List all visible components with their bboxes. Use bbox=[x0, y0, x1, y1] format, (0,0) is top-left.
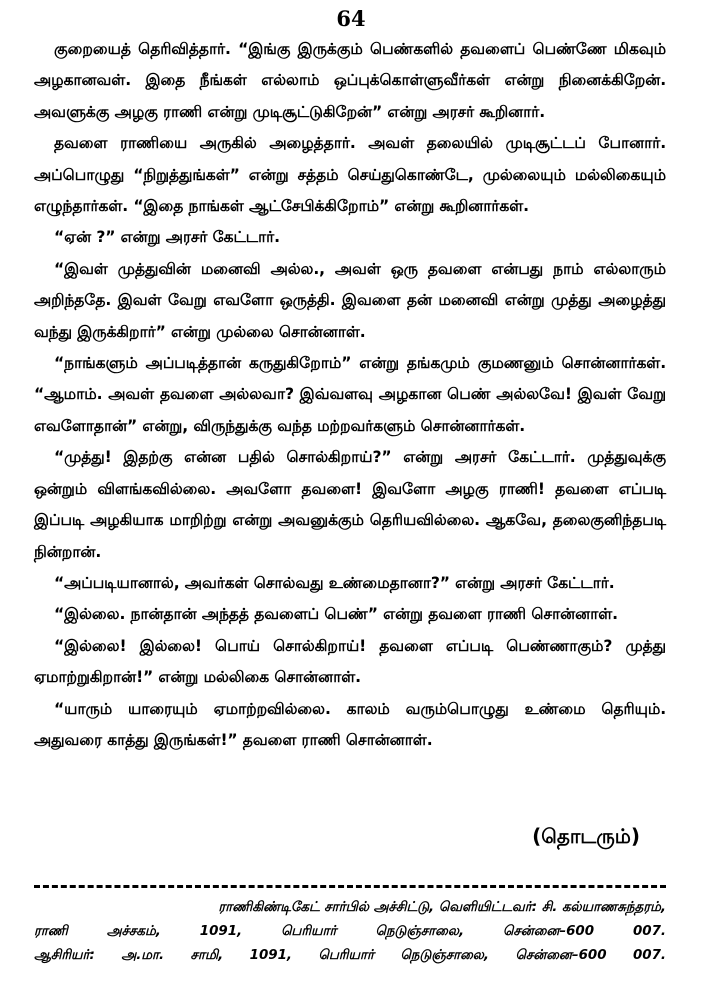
imprint-line: ராணி அச்சகம், 1091, பெரியார் நெடுஞ்சாலை, சென்னை–600 007. bbox=[34, 924, 666, 939]
imprint-line: ஆசிரியர்: அ.மா. சாமி, 1091, பெரியார் நெடுஞ்சாலை, சென்னை–600 007. bbox=[34, 948, 666, 963]
paragraph: “இவள் முத்துவின் மனைவி அல்ல., அவள் ஒரு தவளை என்பது நாம் எல்லாரும் அறிந்ததே. இவள் வேறு எவளோ ஒருத்தி. இவளை தன் மனைவி என்று முத்து அழைத்து வந்து இருக்கிறார்” என்று முல்லை சொன்னாள். bbox=[34, 259, 666, 341]
paragraph: “நாங்களும் அப்படித்தான் கருதுகிறோம்” என்று தங்கமும் குமணனும் சொன்னார்கள். “ஆமாம். அவள் தவளை அல்லவா? இவ்வளவு அழகான பெண் அல்லவே! இவள் வேறு எவளோதான்” என்று, விருந்துக்கு வந்த மற்றவர்களும் சொன்னார்கள். bbox=[34, 354, 666, 435]
paragraph: “இல்லை! இல்லை! பொய் சொல்கிறாய்! தவளை எப்படி பெண்ணாகும்? முத்து ஏமாற்றுகிறான்!” என்று மல்லிகை சொன்னாள். bbox=[34, 636, 666, 687]
paragraph: “ஏன் ?” என்று அரசர் கேட்டார். bbox=[54, 228, 280, 247]
dashed-divider bbox=[34, 885, 666, 888]
paragraph: தவளை ராணியை அருகில் அழைத்தார். அவள் தலையில் முடிசூட்டப் போனார். அப்பொழுது “நிறுத்துங்கள்” என்று சத்தம் செய்துகொண்டே, முல்லையும் மல்லிகையும் எழுந்தார்கள். “இதை நாங்கள் ஆட்சேபிக்கிறோம்” என்று கூறினார்கள். bbox=[34, 134, 666, 216]
page-number: 64 bbox=[336, 6, 366, 31]
imprint-line: ராணிகிண்டிகேட் சார்பில் அச்சிட்டு, வெளியிட்டவர்: சி. கல்யாணசுந்தரம், bbox=[218, 900, 666, 915]
imprint-block bbox=[34, 896, 666, 968]
paragraph: “இல்லை. நான்தான் அந்தத் தவளைப் பெண்” என்று தவளை ராணி சொன்னாள். bbox=[54, 605, 618, 624]
paragraph: “அப்படியானால், அவர்கள் சொல்வது உண்மைதானா?” என்று அரசர் கேட்டார். bbox=[54, 573, 615, 592]
story-body bbox=[34, 34, 666, 756]
paragraph: “முத்து! இதற்கு என்ன பதில் சொல்கிறாய்?” என்று அரசர் கேட்டார். முத்துவுக்கு ஒன்றும் விளங்கவில்லை. அவளோ தவளை! இவளோ அழகு ராணி! தவளை எப்படி இப்படி அழகியாக மாறிற்று என்று அவனுக்கும் தெரியவில்லை. ஆகவே, தலைகுனிந்தபடி நின்றான். bbox=[34, 448, 666, 561]
paragraph: “யாரும் யாரையும் ஏமாற்றவில்லை. காலம் வரும்பொழுது உண்மை தெரியும். அதுவரை காத்து இருங்கள்!” தவளை ராணி சொன்னாள். bbox=[34, 699, 666, 749]
continued-label: (தொடரும்) bbox=[532, 824, 640, 848]
paragraph: குறையைத் தெரிவித்தார். “இங்கு இருக்கும் பெண்களில் தவளைப் பெண்ணே மிகவும் அழகானவள். இதை நீங்கள் எல்லாம் ஒப்புக்கொள்ளுவீர்கள் என்று நினைக்கிறேன். அவளுக்கு அழகு ராணி என்று முடிசூட்டுகிறேன்” என்று அரசர் கூறினார். bbox=[34, 40, 666, 121]
